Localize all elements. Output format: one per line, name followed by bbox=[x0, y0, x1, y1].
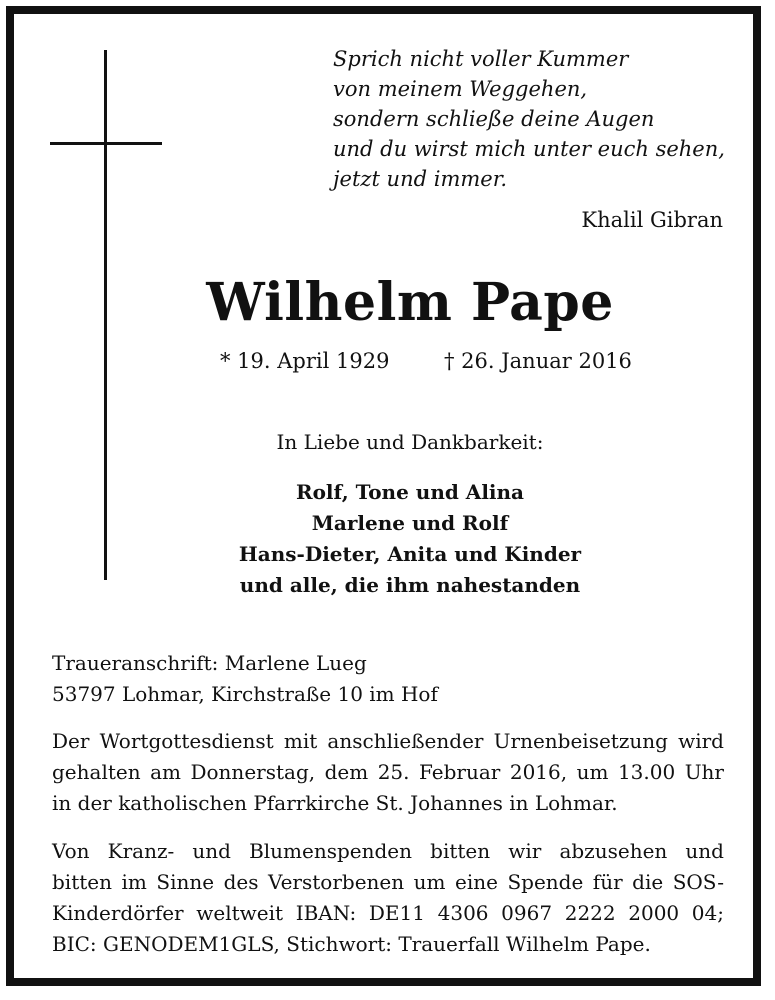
service-paragraph bbox=[52, 726, 724, 819]
donation-line: bitten im Sinne des Verstorbenen um eine Spende für die SOS- bbox=[52, 870, 724, 894]
service-line: Der Wortgottesdienst mit anschließender Urnenbeisetzung wird bbox=[52, 729, 724, 753]
donation-line: Kinderdörfer weltweit IBAN: DE11 4306 0967 2222 2000 04; bbox=[52, 901, 724, 925]
family-line: Hans-Dieter, Anita und Kinder bbox=[238, 542, 582, 566]
poem-line: sondern schließe deine Augen bbox=[333, 107, 655, 131]
family-line: Rolf, Tone und Alina bbox=[295, 480, 525, 504]
donation-line: Von Kranz- und Blumenspenden bitten wir abzusehen und bbox=[52, 839, 724, 863]
cross-vertical-bar bbox=[104, 50, 107, 580]
mourning-address bbox=[52, 648, 438, 710]
birth-date: * 19. April 1929 bbox=[220, 349, 390, 373]
family-line: Marlene und Rolf bbox=[311, 511, 509, 535]
poem-line: Sprich nicht voller Kummer bbox=[333, 47, 629, 71]
donation-line: BIC: GENODEM1GLS, Stichwort: Trauerfall Wilhelm Pape. bbox=[52, 932, 651, 956]
poem-line: jetzt und immer. bbox=[333, 167, 508, 191]
death-date: † 26. Januar 2016 bbox=[444, 349, 632, 373]
deceased-name: Wilhelm Pape bbox=[206, 272, 614, 333]
cross-horizontal-bar bbox=[50, 142, 162, 145]
address-line: 53797 Lohmar, Kirchstraße 10 im Hof bbox=[52, 682, 438, 706]
poem-line: und du wirst mich unter euch sehen, bbox=[333, 137, 725, 161]
family-list bbox=[160, 477, 660, 601]
service-line: in der katholischen Pfarrkirche St. Johannes in Lohmar. bbox=[52, 791, 618, 815]
poem-author: Khalil Gibran bbox=[581, 208, 723, 232]
family-line: und alle, die ihm nahestanden bbox=[239, 573, 581, 597]
donation-paragraph bbox=[52, 836, 724, 960]
thanks-line: In Liebe und Dankbarkeit: bbox=[276, 430, 544, 454]
address-line: Traueranschrift: Marlene Lueg bbox=[52, 651, 367, 675]
poem-line: von meinem Weggehen, bbox=[333, 77, 588, 101]
service-line: gehalten am Donnerstag, dem 25. Februar 2016, um 13.00 Uhr bbox=[52, 760, 724, 784]
poem bbox=[333, 44, 733, 194]
